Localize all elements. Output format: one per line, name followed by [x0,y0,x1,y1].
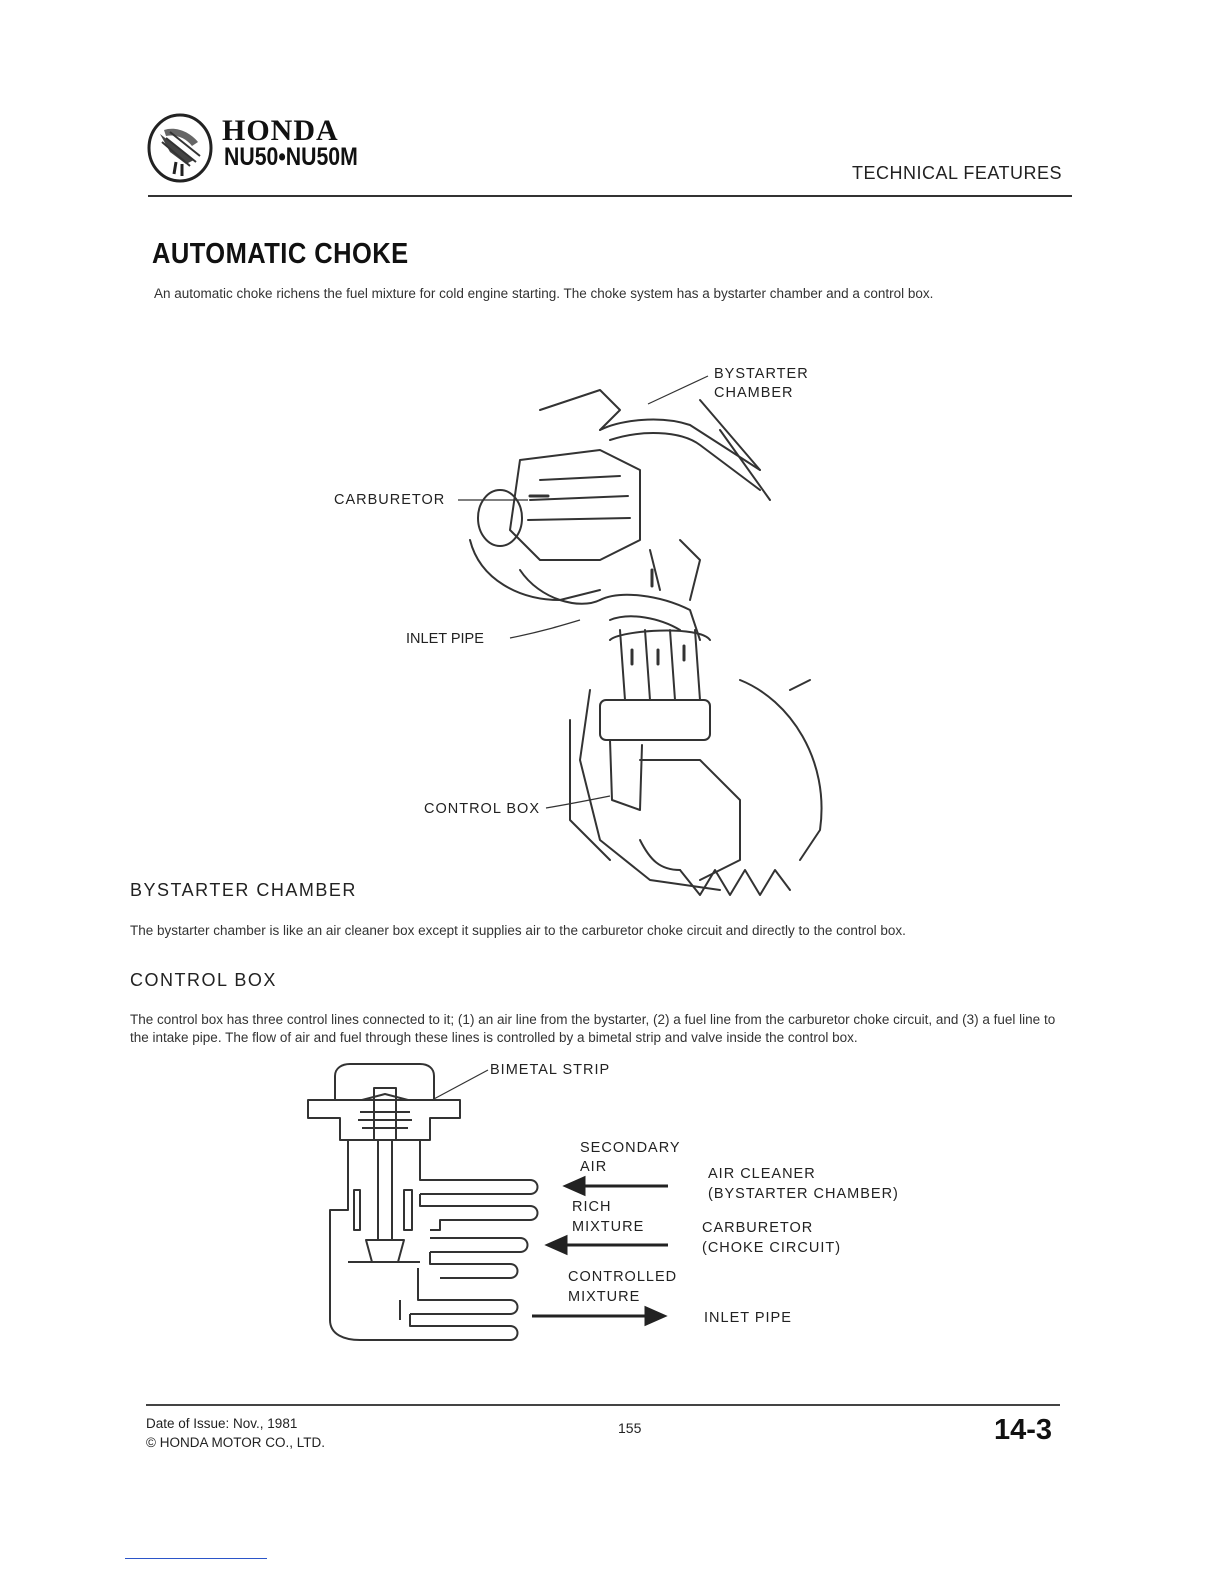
control-box-paragraph: The control box has three control lines connected to it; (1) an air line from the bystarter, (2) a fuel line from the carburetor choke circuit, and (3) a fuel line to the intake pipe. The flow of air and fuel through these lines is controlled by a bimetal strip and valve inside the control box. [130,1012,1056,1045]
label-bystarter-2: CHAMBER [714,385,794,401]
label-carburetor: CARBURETOR [334,492,446,508]
label-carburetor-circuit-1: CARBURETOR [702,1220,814,1236]
section-title: TECHNICAL FEATURES [852,163,1063,183]
brand-name: HONDA [222,114,339,147]
label-secondary-air-2: AIR [580,1159,608,1175]
bottom-link-line [125,1558,267,1559]
label-bystarter-1: BYSTARTER [714,366,809,382]
issue-date: Date of Issue: Nov., 1981 [146,1416,298,1431]
label-controlled-mixture-2: MIXTURE [568,1289,641,1305]
label-carburetor-circuit-2: (CHOKE CIRCUIT) [702,1240,842,1256]
label-secondary-air-1: SECONDARY [580,1140,681,1156]
label-rich-mixture-1: RICH [572,1199,612,1215]
copyright: © HONDA MOTOR CO., LTD. [146,1435,325,1450]
label-rich-mixture-2: MIXTURE [572,1219,645,1235]
page-title: AUTOMATIC CHOKE [152,238,409,270]
chapter-number: 14-3 [994,1414,1053,1446]
control-box-heading: CONTROL BOX [130,970,277,990]
page-number: 155 [618,1420,642,1436]
bystarter-paragraph: The bystarter chamber is like an air cleaner box except it supplies air to the carburetor choke circuit and directly to the control box. [130,923,906,938]
footer-rule [146,1404,1060,1406]
label-control-box: CONTROL BOX [424,801,541,817]
intro-paragraph: An automatic choke richens the fuel mixture for cold engine starting. The choke system has a bystarter chamber and a control box. [154,286,934,301]
model-name: NU50•NU50M [224,143,358,171]
label-air-cleaner-1: AIR CLEANER [708,1166,816,1182]
bystarter-heading: BYSTARTER CHAMBER [130,880,357,900]
label-inlet-pipe-2: INLET PIPE [704,1310,792,1326]
label-controlled-mixture-1: CONTROLLED [568,1269,678,1285]
label-bimetal-strip: BIMETAL STRIP [490,1062,611,1078]
label-air-cleaner-2: (BYSTARTER CHAMBER) [708,1186,899,1202]
label-inlet-pipe: INLET PIPE [406,631,484,647]
